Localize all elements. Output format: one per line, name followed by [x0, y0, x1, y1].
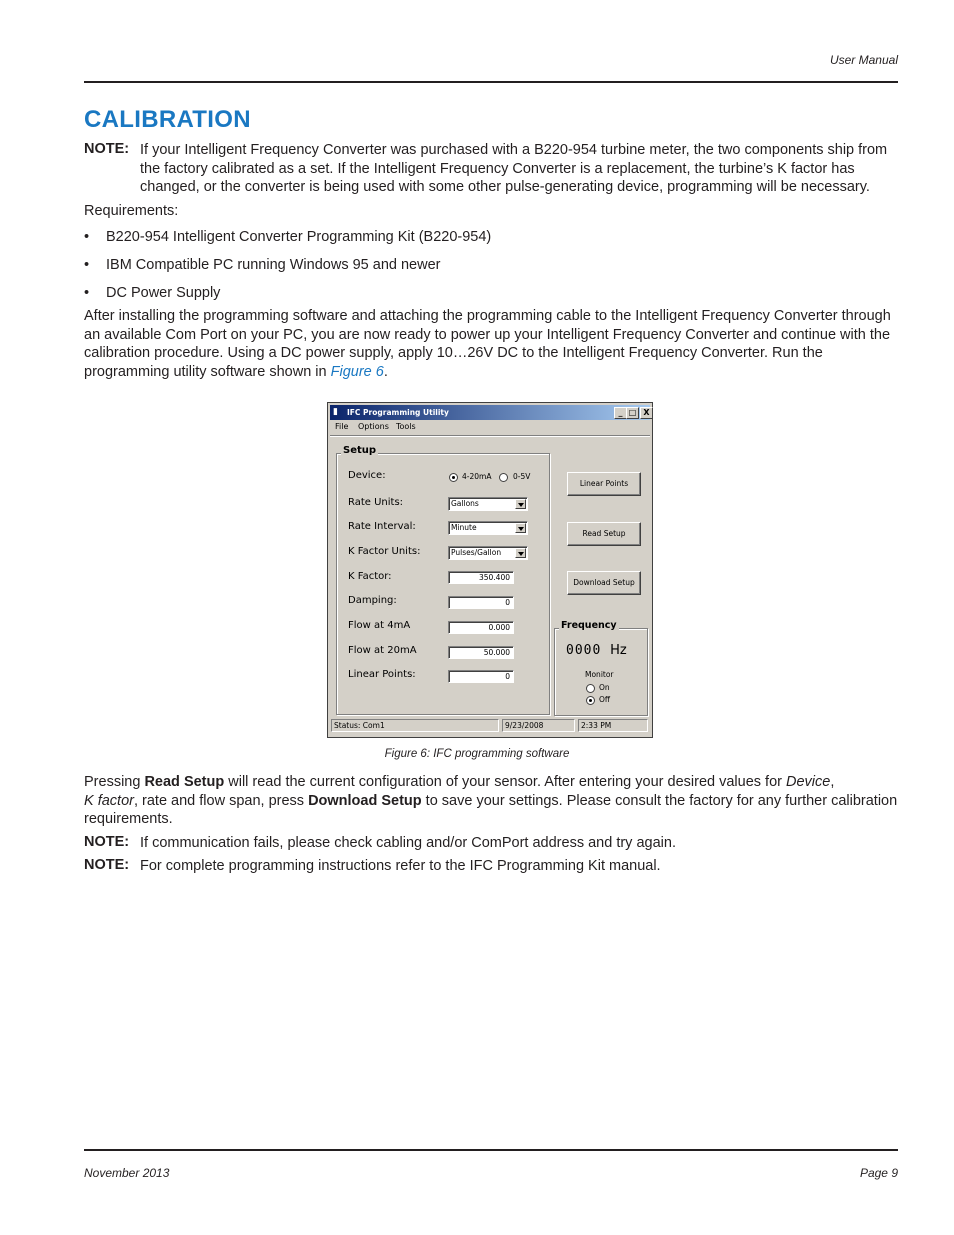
bullet-mark: • — [84, 229, 90, 245]
app-window-screenshot — [327, 402, 653, 738]
rate-interval-select[interactable] — [448, 521, 528, 535]
frequency-readout — [566, 643, 627, 658]
app-icon: ▮ — [333, 407, 338, 417]
maximize-button[interactable]: □ — [626, 407, 639, 419]
paragraph-text: After installing the programming software and attaching the programming cable to the Intelligent Frequency Converter through an available Com Port on your PC, you are now ready to power up your Intelligent Frequency Converter and continue with the calibration procedure. Using a DC power supply, apply 10…26V DC to the Intelligent Frequency Converter. Run the programming utility software shown in — [84, 308, 891, 380]
device-radio-0-5v[interactable] — [499, 473, 508, 482]
window-title: IFC Programming Utility — [347, 408, 449, 417]
linear-points-label: Linear Points: — [348, 669, 416, 680]
rate-interval-label: Rate Interval: — [348, 521, 416, 532]
chevron-down-icon[interactable] — [515, 523, 526, 533]
bold-term: Download Setup — [308, 792, 422, 809]
flow-20ma-label: Flow at 20mA — [348, 645, 417, 656]
bullet-mark: • — [84, 257, 90, 273]
menu-options[interactable]: Options — [358, 422, 389, 431]
menu-bar — [330, 421, 650, 434]
menu-file[interactable]: File — [335, 422, 349, 431]
chevron-down-icon[interactable] — [515, 499, 526, 509]
requirements-intro: Requirements: — [84, 203, 179, 219]
device-radio-4-20ma[interactable] — [449, 473, 458, 482]
monitor-option-label: Off — [599, 695, 611, 704]
close-button[interactable]: X — [640, 407, 653, 419]
header-label: User Manual — [829, 53, 898, 67]
note-label: NOTE: — [84, 141, 130, 157]
figure-caption: Figure 6: IFC programming software — [384, 748, 570, 760]
k-factor-label: K Factor: — [348, 571, 392, 582]
status-date: 9/23/2008 — [502, 719, 575, 732]
flow-20ma-field[interactable]: 50.000 — [448, 646, 514, 659]
menu-tools[interactable]: Tools — [396, 422, 416, 431]
section-title: CALIBRATION — [84, 106, 251, 133]
note-text: For complete programming instructions refer to the IFC Programming Kit manual. — [140, 858, 661, 874]
chevron-down-icon[interactable] — [515, 548, 526, 558]
footer-page-number: Page 9 — [859, 1166, 898, 1180]
monitor-radio-off[interactable] — [586, 696, 595, 705]
frequency-group-label: Frequency — [561, 620, 617, 631]
frequency-value: 0000 — [566, 643, 602, 658]
text-run: , rate and flow span, press — [133, 792, 309, 809]
note-text: If communication fails, please check cabling and/or ComPort address and try again. — [140, 835, 676, 851]
device-option-label: 0-5V — [513, 472, 531, 481]
note-text: If your Intelligent Frequency Converter was purchased with a B220-954 turbine meter, the two components ship from the factory calibrated as a set. If the Intelligent Frequency Converter is a replacement, the turbine’s K factor has changed, or the converter is being used with some other pulse-generating device, programming will be necessary. — [140, 142, 888, 195]
rate-units-select[interactable] — [448, 497, 528, 511]
body-paragraph — [84, 307, 898, 381]
italic-term: Device — [786, 774, 831, 790]
text-run: will read the current configuration of your sensor. After entering your desired values for — [224, 774, 786, 790]
flow-4ma-field[interactable]: 0.000 — [448, 621, 514, 634]
device-label: Device: — [348, 470, 386, 481]
minimize-button[interactable]: _ — [614, 407, 627, 419]
status-port: Status: Com1 — [331, 719, 499, 732]
select-value: Gallons — [451, 499, 479, 508]
bold-term: Read Setup — [144, 774, 225, 790]
damping-label: Damping: — [348, 595, 397, 606]
linear-points-field[interactable]: 0 — [448, 670, 514, 683]
download-setup-button[interactable]: Download Setup — [567, 571, 641, 595]
list-item-text: IBM Compatible PC running Windows 95 and newer — [106, 257, 441, 273]
header-rule — [84, 81, 898, 83]
monitor-radio-on[interactable] — [586, 684, 595, 693]
damping-field[interactable]: 0 — [448, 596, 514, 609]
window-titlebar — [330, 405, 650, 420]
bullet-mark: • — [84, 285, 90, 301]
device-option-label: 4-20mA — [462, 472, 492, 481]
note-label: NOTE: — [84, 834, 130, 850]
list-item-text: DC Power Supply — [106, 285, 221, 301]
italic-term: K factor — [84, 792, 134, 809]
paragraph-end: . — [383, 363, 388, 380]
menu-separator — [330, 435, 650, 437]
select-value: Minute — [451, 523, 477, 532]
note-label: NOTE: — [84, 857, 130, 873]
k-factor-units-label: K Factor Units: — [348, 546, 421, 557]
k-factor-field[interactable]: 350.400 — [448, 571, 514, 584]
frequency-unit: Hz — [610, 643, 627, 658]
monitor-option-label: On — [599, 683, 610, 692]
text-run: Pressing — [84, 774, 145, 790]
body-paragraph — [84, 773, 898, 829]
select-value: Pulses/Gallon — [451, 548, 502, 557]
monitor-label: Monitor — [585, 670, 614, 679]
rate-units-label: Rate Units: — [348, 497, 404, 508]
read-setup-button[interactable]: Read Setup — [567, 522, 641, 546]
text-run: to save your settings. Please consult the factory for any further calibration requirements. — [84, 792, 898, 827]
setup-group-label: Setup — [343, 445, 377, 456]
footer-rule — [84, 1149, 898, 1151]
flow-4ma-label: Flow at 4mA — [348, 620, 411, 631]
linear-points-button[interactable]: Linear Points — [567, 472, 641, 496]
status-time: 2:33 PM — [578, 719, 648, 732]
footer-date: November 2013 — [84, 1166, 170, 1180]
k-factor-units-select[interactable] — [448, 546, 528, 560]
list-item-text: B220-954 Intelligent Converter Programming Kit (B220-954) — [106, 229, 492, 245]
text-run: , — [830, 774, 835, 790]
figure-link[interactable]: Figure 6 — [330, 363, 384, 380]
